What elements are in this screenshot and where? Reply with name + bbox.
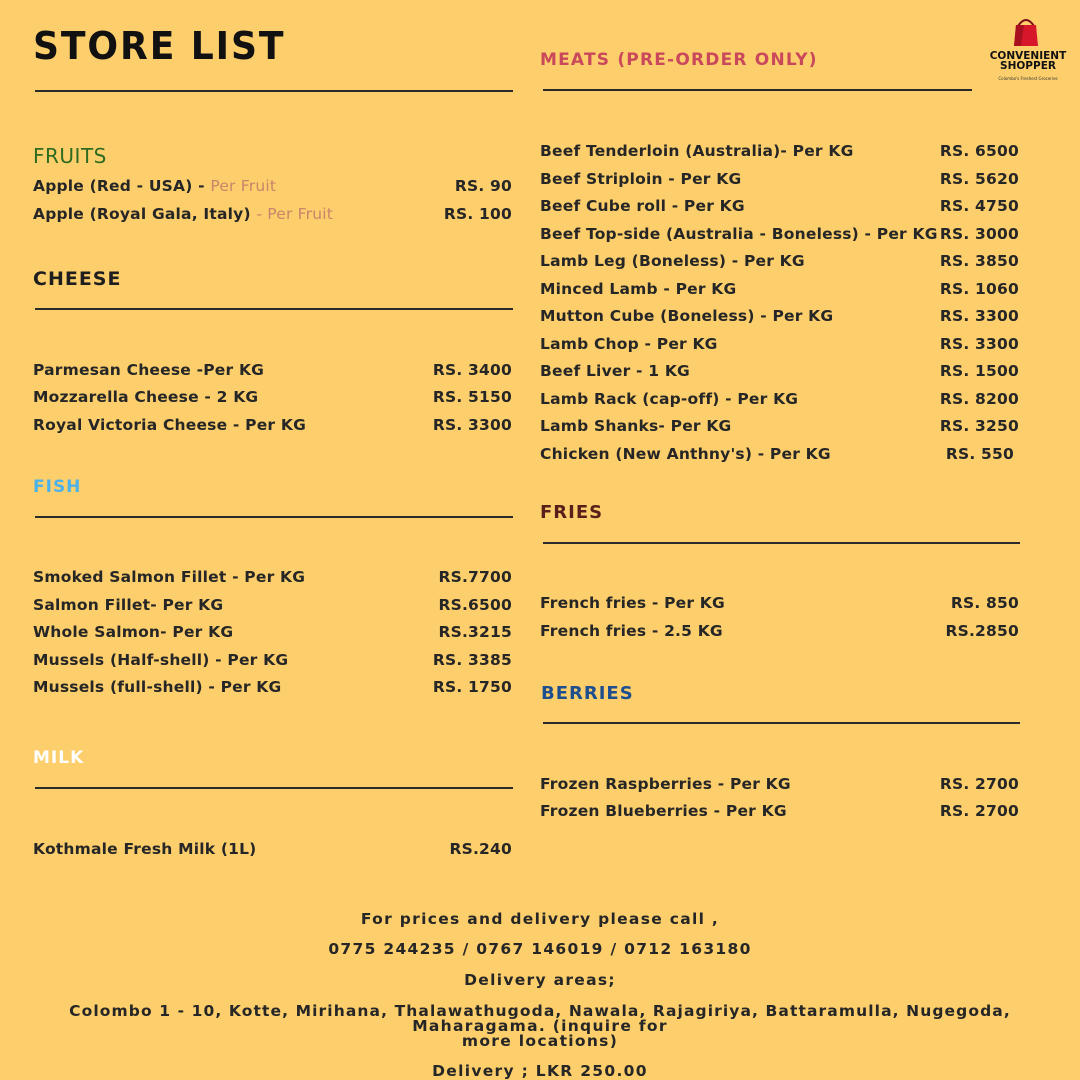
item-price: RS. 3850 xyxy=(939,252,1019,270)
fruits-heading: FRUITS xyxy=(33,144,107,168)
item-price: RS.6500 xyxy=(438,596,512,614)
list-item xyxy=(540,417,1019,435)
item-price: RS. 550 xyxy=(945,445,1014,463)
list-item xyxy=(33,388,512,406)
item-unit: Per Fruit xyxy=(210,177,277,195)
item-price: RS. 90 xyxy=(454,177,512,195)
list-item xyxy=(540,225,1019,243)
berries-divider xyxy=(543,722,1020,724)
fish-heading: FISH xyxy=(33,477,82,497)
list-item xyxy=(33,651,512,669)
list-item xyxy=(540,594,1019,612)
item-name: Mussels (full-shell) - Per KG xyxy=(33,678,282,696)
item-name: Smoked Salmon Fillet - Per KG xyxy=(33,568,306,586)
item-price: RS. 3300 xyxy=(939,307,1019,325)
item-name: French fries - Per KG xyxy=(540,594,725,612)
item-name: Mozzarella Cheese - 2 KG xyxy=(33,388,259,406)
item-price: RS. 6500 xyxy=(939,142,1019,160)
footer-phones: 0775 244235 / 0767 146019 / 0712 163180 xyxy=(328,940,752,958)
item-price: RS.3215 xyxy=(438,623,512,641)
item-name: Beef Tenderloin (Australia)- Per KG xyxy=(540,142,854,160)
fries-divider xyxy=(543,542,1020,544)
list-item xyxy=(540,362,1019,380)
list-item xyxy=(540,197,1019,215)
logo-line2: SHOPPER xyxy=(1000,60,1056,72)
item-price: RS. 3000 xyxy=(939,225,1019,243)
item-name: Whole Salmon- Per KG xyxy=(33,623,234,641)
list-item xyxy=(33,596,512,614)
footer-areas-line3: more locations) xyxy=(461,1032,619,1050)
item-price: RS. 2700 xyxy=(939,802,1019,820)
item-price: RS. 850 xyxy=(950,594,1019,612)
list-item xyxy=(33,205,512,223)
item-name: Beef Cube roll - Per KG xyxy=(540,197,745,215)
item-name: Lamb Rack (cap-off) - Per KG xyxy=(540,390,799,408)
item-name: Parmesan Cheese -Per KG xyxy=(33,361,265,379)
item-price: RS. 3300 xyxy=(939,335,1019,353)
item-name: Salmon Fillet- Per KG xyxy=(33,596,224,614)
item-name: Chicken (New Anthny's) - Per KG xyxy=(540,445,831,463)
list-item xyxy=(33,840,512,858)
list-item xyxy=(540,802,1019,820)
item-price: RS. 3400 xyxy=(432,361,512,379)
item-name: Minced Lamb - Per KG xyxy=(540,280,737,298)
list-item xyxy=(540,252,1019,270)
item-price: RS. 1060 xyxy=(939,280,1019,298)
brand-logo xyxy=(988,12,1068,86)
item-name: Mutton Cube (Boneless) - Per KG xyxy=(540,307,834,325)
list-item xyxy=(540,390,1019,408)
berries-heading: BERRIES xyxy=(541,683,634,704)
item-price: RS. 8200 xyxy=(939,390,1019,408)
list-item xyxy=(540,307,1019,325)
list-item xyxy=(540,335,1019,353)
meats-divider xyxy=(543,89,972,91)
item-name: Frozen Raspberries - Per KG xyxy=(540,775,791,793)
item-name: Beef Liver - 1 KG xyxy=(540,362,690,380)
list-item xyxy=(540,170,1019,188)
milk-heading: MILK xyxy=(33,748,85,768)
item-unit: - Per Fruit xyxy=(256,205,334,223)
item-price: RS. 2700 xyxy=(939,775,1019,793)
list-item xyxy=(33,568,512,586)
item-price: RS.240 xyxy=(449,840,512,858)
item-name: Mussels (Half-shell) - Per KG xyxy=(33,651,289,669)
item-price: RS. 1500 xyxy=(939,362,1019,380)
item-price: RS. 5150 xyxy=(432,388,512,406)
fries-heading: FRIES xyxy=(540,502,604,523)
list-item xyxy=(33,623,512,641)
item-price: RS. 5620 xyxy=(939,170,1019,188)
item-name: Lamb Chop - Per KG xyxy=(540,335,718,353)
list-item xyxy=(540,280,1019,298)
item-name: Beef Striploin - Per KG xyxy=(540,170,742,188)
list-item xyxy=(540,775,1019,793)
milk-divider xyxy=(35,787,513,789)
list-item xyxy=(33,177,512,195)
cheese-heading: CHEESE xyxy=(33,268,122,290)
fish-divider xyxy=(35,516,513,518)
item-price: RS. 3250 xyxy=(939,417,1019,435)
item-name: Kothmale Fresh Milk (1L) xyxy=(33,840,257,858)
logo-line1: CONVENIENT xyxy=(989,50,1067,62)
list-item xyxy=(540,622,1019,640)
item-price: RS. 100 xyxy=(443,205,512,223)
item-name: Beef Top-side (Australia - Boneless) - Per KG xyxy=(540,225,938,243)
item-name: Lamb Shanks- Per KG xyxy=(540,417,732,435)
footer-areas-line2: Maharagama. (inquire for xyxy=(412,1017,668,1035)
page-title: STORE LIST xyxy=(33,24,286,68)
logo-tagline: Colombo's Freshest Groceries xyxy=(998,76,1058,81)
item-price: RS.7700 xyxy=(438,568,512,586)
item-price: RS.2850 xyxy=(945,622,1019,640)
item-name: French fries - 2.5 KG xyxy=(540,622,723,640)
item-name: Lamb Leg (Boneless) - Per KG xyxy=(540,252,805,270)
item-name: Apple (Royal Gala, Italy) xyxy=(33,205,257,223)
item-price: RS. 1750 xyxy=(432,678,512,696)
shopping-bag-icon xyxy=(988,12,1068,86)
list-item xyxy=(33,678,512,696)
list-item xyxy=(540,445,1019,463)
footer-areas-line1: Colombo 1 - 10, Kotte, Mirihana, Thalawathugoda, Nawala, Rajagiriya, Battaramulla, Nugegoda, xyxy=(69,1002,1011,1020)
list-item xyxy=(33,361,512,379)
item-price: RS. 3300 xyxy=(432,416,512,434)
item-price: RS. 4750 xyxy=(939,197,1019,215)
item-name: Frozen Blueberries - Per KG xyxy=(540,802,787,820)
title-divider xyxy=(35,90,513,92)
footer-delivery-fee: Delivery ; LKR 250.00 xyxy=(432,1062,648,1080)
footer-areas-label: Delivery areas; xyxy=(464,971,616,989)
item-name: Apple (Red - USA) - xyxy=(33,177,211,195)
footer-call-line: For prices and delivery please call , xyxy=(360,910,720,928)
cheese-divider xyxy=(35,308,513,310)
list-item xyxy=(33,416,512,434)
item-name: Royal Victoria Cheese - Per KG xyxy=(33,416,306,434)
item-price: RS. 3385 xyxy=(432,651,512,669)
meats-heading: MEATS (PRE-ORDER ONLY) xyxy=(540,50,818,70)
list-item xyxy=(540,142,1019,160)
